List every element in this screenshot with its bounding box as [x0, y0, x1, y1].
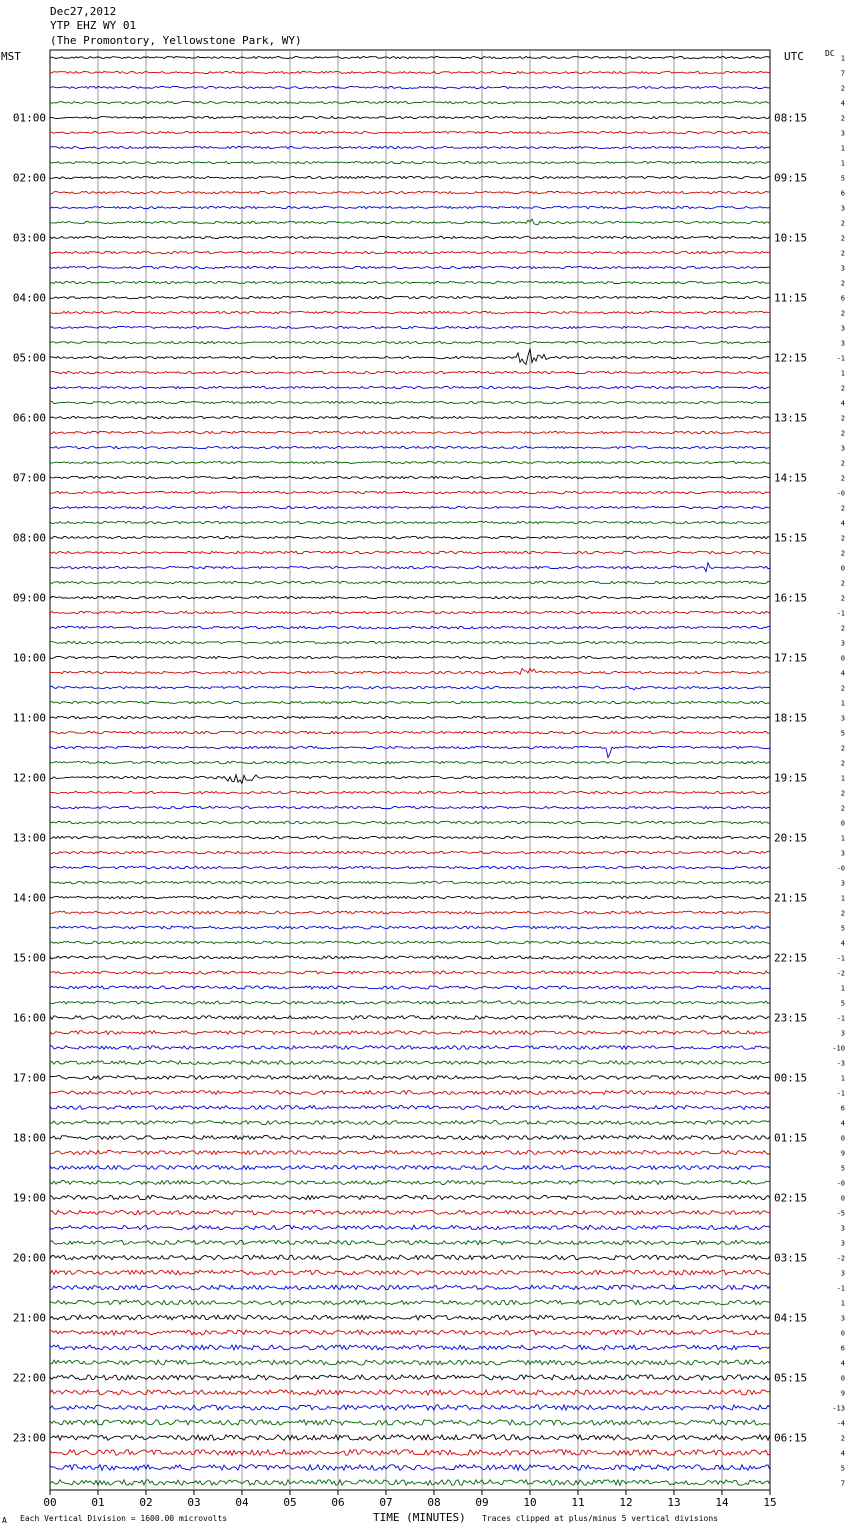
seismic-trace	[50, 1076, 770, 1080]
seismic-trace	[50, 176, 770, 178]
left-hour-label: 15:00	[12, 951, 46, 965]
seismic-trace	[50, 611, 770, 614]
seismic-trace	[50, 506, 770, 508]
seismic-trace	[50, 341, 770, 343]
seismic-trace	[50, 956, 770, 959]
left-hour-label: 21:00	[12, 1311, 46, 1325]
dc-offset-value: 3	[840, 1239, 845, 1248]
seismic-trace	[50, 775, 770, 784]
seismic-trace	[50, 1151, 770, 1155]
left-hour-label: 06:00	[12, 411, 46, 425]
left-hour-label: 04:00	[12, 291, 46, 305]
dc-offset-value: -1	[836, 954, 845, 963]
dc-offset-value: 2	[840, 534, 845, 543]
x-tick-label: 14	[715, 1496, 729, 1509]
dc-offset-value: 4	[840, 99, 845, 108]
dc-offset-value: 2	[840, 219, 845, 228]
dc-offset-value: -4	[836, 1419, 845, 1428]
seismic-trace	[50, 461, 770, 463]
seismic-trace	[50, 1136, 770, 1140]
dc-offset-value: 0	[840, 654, 845, 663]
dc-offset-value: -10	[832, 1044, 845, 1053]
station-location: (The Promontory, Yellowstone Park, WY)	[50, 34, 302, 47]
seismic-trace	[50, 236, 770, 238]
left-hour-labels	[13, 112, 46, 1445]
seismic-trace	[50, 161, 770, 163]
seismic-trace	[50, 716, 770, 719]
dc-offset-value: 9	[840, 1149, 845, 1158]
seismic-trace	[50, 536, 770, 539]
dc-offset-value: 1	[840, 159, 845, 168]
plot-frame	[50, 50, 770, 1490]
dc-offset-value: 4	[840, 519, 845, 528]
left-timezone-label: MST	[1, 50, 21, 63]
seismic-trace	[50, 1210, 770, 1214]
seismic-trace	[50, 581, 770, 584]
seismic-trace	[50, 101, 770, 103]
seismic-trace	[50, 656, 770, 659]
x-tick-label: 06	[331, 1496, 345, 1509]
dc-offset-value: 1	[840, 1074, 845, 1083]
dc-offset-value: 4	[840, 399, 845, 408]
right-hour-label: 20:15	[774, 831, 808, 845]
right-hour-label: 11:15	[774, 291, 808, 305]
x-tick-label: 02	[139, 1496, 153, 1509]
left-hour-label: 20:00	[12, 1251, 46, 1265]
dc-offset-value: 1	[840, 369, 845, 378]
dc-offset-value: 3	[840, 204, 845, 213]
seismic-trace	[50, 1001, 770, 1004]
seismic-trace	[50, 146, 770, 148]
seismic-trace	[50, 311, 770, 313]
dc-offset-value: 2	[840, 309, 845, 318]
vertical-division-note: Each Vertical Division = 1600.00 microvolts	[20, 1514, 228, 1523]
seismic-trace	[50, 641, 770, 644]
seismic-trace	[50, 219, 770, 225]
seismic-trace	[50, 926, 770, 929]
dc-offset-value: 1	[840, 774, 845, 783]
dc-offset-value: 7	[840, 1479, 845, 1488]
left-hour-label: 13:00	[12, 831, 46, 845]
left-hour-label: 01:00	[12, 111, 46, 125]
dc-offset-value: 2	[840, 279, 845, 288]
seismic-trace	[50, 701, 770, 704]
dc-offset-value: 0	[840, 564, 845, 573]
seismic-trace	[50, 896, 770, 899]
seismic-trace	[50, 626, 770, 629]
dc-offset-value: 2	[840, 759, 845, 768]
dc-offset-value: 2	[840, 909, 845, 918]
dc-offset-value: 1	[840, 1299, 845, 1308]
seismic-trace	[50, 1435, 770, 1441]
right-hour-label: 19:15	[774, 771, 808, 785]
seismic-trace	[50, 416, 770, 418]
seismic-trace	[50, 371, 770, 373]
seismic-trace	[50, 1181, 770, 1185]
right-hour-label: 21:15	[774, 891, 808, 905]
dc-offset-value: 2	[840, 474, 845, 483]
left-hour-label: 11:00	[12, 711, 46, 725]
seismic-trace	[50, 596, 770, 599]
dc-offset-value: 3	[840, 339, 845, 348]
seismic-trace	[50, 521, 770, 523]
dc-offset-value: 7	[840, 69, 845, 78]
dc-offset-value: 1	[840, 144, 845, 153]
seismic-trace	[50, 881, 770, 884]
dc-offset-value: -1	[836, 609, 845, 618]
dc-offset-value: 2	[840, 624, 845, 633]
dc-offset-value: 4	[840, 669, 845, 678]
dc-offset-value: -2	[836, 1254, 845, 1263]
dc-offset-value: 0	[840, 1134, 845, 1143]
dc-offset-value: -0	[836, 489, 845, 498]
right-hour-label: 23:15	[774, 1011, 808, 1025]
dc-offset-value: 0	[840, 1374, 845, 1383]
seismic-trace	[50, 971, 770, 974]
dc-offset-value: 6	[840, 294, 845, 303]
seismic-trace	[50, 1450, 770, 1456]
x-tick-label: 15	[763, 1496, 777, 1509]
seismic-trace	[50, 349, 770, 365]
dc-offset-value: 2	[840, 684, 845, 693]
left-hour-label: 22:00	[12, 1371, 46, 1385]
right-hour-label: 08:15	[774, 111, 808, 125]
left-hour-label: 16:00	[12, 1011, 46, 1025]
seismic-trace	[50, 1480, 770, 1486]
x-tick-label: 08	[427, 1496, 441, 1509]
seismic-trace	[50, 986, 770, 989]
dc-offset-value: 2	[840, 414, 845, 423]
seismic-trace	[50, 1091, 770, 1095]
right-hour-label: 02:15	[774, 1191, 808, 1205]
seismic-trace	[50, 941, 770, 944]
left-hour-label: 14:00	[12, 891, 46, 905]
right-hour-label: 18:15	[774, 711, 808, 725]
dc-offset-value: 2	[840, 804, 845, 813]
seismic-trace	[50, 551, 770, 554]
x-tick-label: 04	[235, 1496, 249, 1509]
dc-offset-value: 6	[840, 1344, 845, 1353]
seismic-trace	[50, 1360, 770, 1365]
right-hour-label: 22:15	[774, 951, 808, 965]
dc-offset-value: 3	[840, 639, 845, 648]
dc-offset-value: 5	[840, 174, 845, 183]
right-hour-label: 15:15	[774, 531, 808, 545]
dc-offset-value: 0	[840, 1329, 845, 1338]
seismic-trace	[50, 1390, 770, 1395]
left-hour-label: 08:00	[12, 531, 46, 545]
seismic-trace	[50, 56, 770, 58]
dc-offset-value: 2	[840, 114, 845, 123]
seismic-trace	[50, 731, 770, 733]
dc-offset-value: 6	[840, 1104, 845, 1113]
left-hour-label: 09:00	[12, 591, 46, 605]
dc-offset-value: 3	[840, 879, 845, 888]
dc-offset-value: 3	[840, 714, 845, 723]
dc-offset-values	[832, 55, 845, 1488]
dc-offset-value: 3	[840, 1269, 845, 1278]
seismic-trace	[50, 206, 770, 208]
dc-offset-value: 2	[840, 744, 845, 753]
dc-offset-value: 3	[840, 1029, 845, 1038]
seismic-trace	[50, 1195, 770, 1199]
right-hour-label: 06:15	[774, 1431, 808, 1445]
right-hour-label: 03:15	[774, 1251, 808, 1265]
dc-offset-value: 4	[840, 1119, 845, 1128]
seismic-trace	[50, 131, 770, 133]
seismic-trace	[50, 476, 770, 478]
right-hour-label: 05:15	[774, 1371, 808, 1385]
seismic-trace	[50, 191, 770, 193]
right-hour-label: 10:15	[774, 231, 808, 245]
dc-offset-value: 2	[840, 234, 845, 243]
dc-offset-value: -5	[836, 1209, 845, 1218]
left-hour-label: 12:00	[12, 771, 46, 785]
seismic-trace	[50, 1405, 770, 1410]
left-hour-label: 23:00	[12, 1431, 46, 1445]
seismic-trace	[50, 431, 770, 433]
x-tick-label: 00	[43, 1496, 57, 1509]
dc-offset-value: 3	[840, 264, 845, 273]
right-hour-label: 14:15	[774, 471, 808, 485]
x-tick-label: 09	[475, 1496, 489, 1509]
x-tick-label: 05	[283, 1496, 297, 1509]
dc-offset-value: 4	[840, 1359, 845, 1368]
dc-offset-value: 1	[840, 699, 845, 708]
seismic-trace	[50, 668, 770, 674]
seismic-trace	[50, 1375, 770, 1380]
dc-offset-value: 1	[840, 894, 845, 903]
dc-offset-value: 5	[840, 1464, 845, 1473]
left-hour-label: 10:00	[12, 651, 46, 665]
dc-offset-value: 1	[840, 834, 845, 843]
seismic-trace	[50, 266, 770, 268]
seismic-trace	[50, 1255, 770, 1260]
seismic-trace	[50, 296, 770, 298]
seismic-trace	[50, 1345, 770, 1350]
x-tick-label: 13	[667, 1496, 681, 1509]
dc-offset-value: 1	[840, 54, 845, 63]
dc-offset-value: 2	[840, 459, 845, 468]
seismic-trace	[50, 281, 770, 283]
right-hour-labels	[774, 112, 807, 1445]
seismic-trace	[50, 1420, 770, 1425]
seismic-trace	[50, 746, 770, 757]
right-hour-label: 17:15	[774, 651, 808, 665]
seismic-trace	[50, 71, 770, 73]
dc-offset-value: -1	[836, 1014, 845, 1023]
dc-offset-value: 2	[840, 1434, 845, 1443]
right-hour-label: 12:15	[774, 351, 808, 365]
seismic-trace	[50, 911, 770, 914]
plot-date: Dec27,2012	[50, 5, 117, 18]
seismic-trace	[50, 401, 770, 403]
dc-offset-value: -1	[836, 1089, 845, 1098]
seismic-trace	[50, 791, 770, 794]
dc-offset-value: 1	[840, 984, 845, 993]
seismic-trace	[50, 851, 770, 854]
x-axis	[43, 1490, 776, 1509]
seismic-trace	[50, 1046, 770, 1050]
dc-offset-value: 2	[840, 84, 845, 93]
x-tick-label: 11	[571, 1496, 585, 1509]
dc-offset-value: 3	[840, 129, 845, 138]
x-tick-label: 12	[619, 1496, 633, 1509]
dc-offset-value: 5	[840, 924, 845, 933]
dc-offset-value: -13	[832, 1404, 845, 1413]
dc-offset-value: -2	[836, 969, 845, 978]
clipping-note: Traces clipped at plus/minus 5 vertical divisions	[482, 1514, 719, 1523]
dc-offset-value: 2	[840, 549, 845, 558]
x-tick-label: 07	[379, 1496, 393, 1509]
seismic-trace	[50, 386, 770, 388]
seismic-trace	[50, 836, 770, 839]
dc-offset-header: DC	[825, 49, 835, 58]
dc-offset-value: 2	[840, 429, 845, 438]
dc-offset-value: 3	[840, 444, 845, 453]
left-hour-label: 05:00	[12, 351, 46, 365]
seismic-trace	[50, 1061, 770, 1065]
seismic-trace	[50, 1106, 770, 1110]
x-tick-label: 10	[523, 1496, 537, 1509]
seismic-traces	[50, 56, 770, 1485]
right-hour-label: 09:15	[774, 171, 808, 185]
seismic-trace	[50, 1031, 770, 1035]
left-hour-label: 07:00	[12, 471, 46, 485]
seismic-trace	[50, 1225, 770, 1229]
station-code: YTP EHZ WY 01	[50, 19, 137, 32]
corner-mark: A	[2, 1516, 7, 1525]
dc-offset-value: 6	[840, 189, 845, 198]
seismic-trace	[50, 1240, 770, 1244]
seismic-trace	[50, 1315, 770, 1320]
x-axis-title: TIME (MINUTES)	[373, 1511, 466, 1524]
dc-offset-value: 2	[840, 384, 845, 393]
right-timezone-label: UTC	[784, 50, 804, 63]
dc-offset-value: -0	[836, 1179, 845, 1188]
dc-offset-value: 3	[840, 1224, 845, 1233]
dc-offset-value: -1	[836, 354, 845, 363]
x-tick-label: 01	[91, 1496, 105, 1509]
left-hour-label: 18:00	[12, 1131, 46, 1145]
x-tick-label: 03	[187, 1496, 201, 1509]
dc-offset-value: 3	[840, 849, 845, 858]
dc-offset-value: 5	[840, 999, 845, 1008]
dc-offset-value: 5	[840, 729, 845, 738]
seismic-trace	[50, 326, 770, 328]
seismic-trace	[50, 491, 770, 493]
dc-offset-value: 2	[840, 249, 845, 258]
dc-offset-value: 0	[840, 819, 845, 828]
seismic-trace	[50, 866, 770, 869]
plot-grid	[50, 50, 770, 1490]
left-hour-label: 19:00	[12, 1191, 46, 1205]
dc-offset-value: 2	[840, 789, 845, 798]
dc-offset-value: -1	[836, 1284, 845, 1293]
dc-offset-value: 5	[840, 1164, 845, 1173]
seismic-trace	[50, 821, 770, 824]
left-hour-label: 03:00	[12, 231, 46, 245]
dc-offset-value: 4	[840, 939, 845, 948]
dc-offset-value: 2	[840, 594, 845, 603]
seismic-trace	[50, 251, 770, 253]
seismic-trace	[50, 1330, 770, 1335]
seismic-trace	[50, 686, 770, 690]
seismic-trace	[50, 86, 770, 88]
seismic-trace	[50, 1166, 770, 1170]
dc-offset-value: -3	[836, 1059, 845, 1068]
dc-offset-value: -0	[836, 864, 845, 873]
seismic-trace	[50, 446, 770, 448]
right-hour-label: 04:15	[774, 1311, 808, 1325]
dc-offset-value: 2	[840, 579, 845, 588]
dc-offset-value: 0	[840, 1194, 845, 1203]
seismic-trace	[50, 116, 770, 118]
dc-offset-value: 2	[840, 504, 845, 513]
seismic-trace	[50, 1465, 770, 1471]
right-hour-label: 13:15	[774, 411, 808, 425]
seismic-trace	[50, 1285, 770, 1290]
seismic-trace	[50, 1300, 770, 1305]
dc-offset-value: 9	[840, 1389, 845, 1398]
seismic-trace	[50, 1270, 770, 1275]
seismic-trace	[50, 563, 770, 572]
seismic-trace	[50, 761, 770, 764]
dc-offset-value: 3	[840, 1314, 845, 1323]
dc-offset-value: 3	[840, 324, 845, 333]
dc-offset-value: 4	[840, 1449, 845, 1458]
right-hour-label: 16:15	[774, 591, 808, 605]
seismic-trace	[50, 806, 770, 809]
left-hour-label: 17:00	[12, 1071, 46, 1085]
seismic-trace	[50, 1121, 770, 1125]
right-hour-label: 00:15	[774, 1071, 808, 1085]
right-hour-label: 01:15	[774, 1131, 808, 1145]
left-hour-label: 02:00	[12, 171, 46, 185]
seismic-trace	[50, 1016, 770, 1020]
